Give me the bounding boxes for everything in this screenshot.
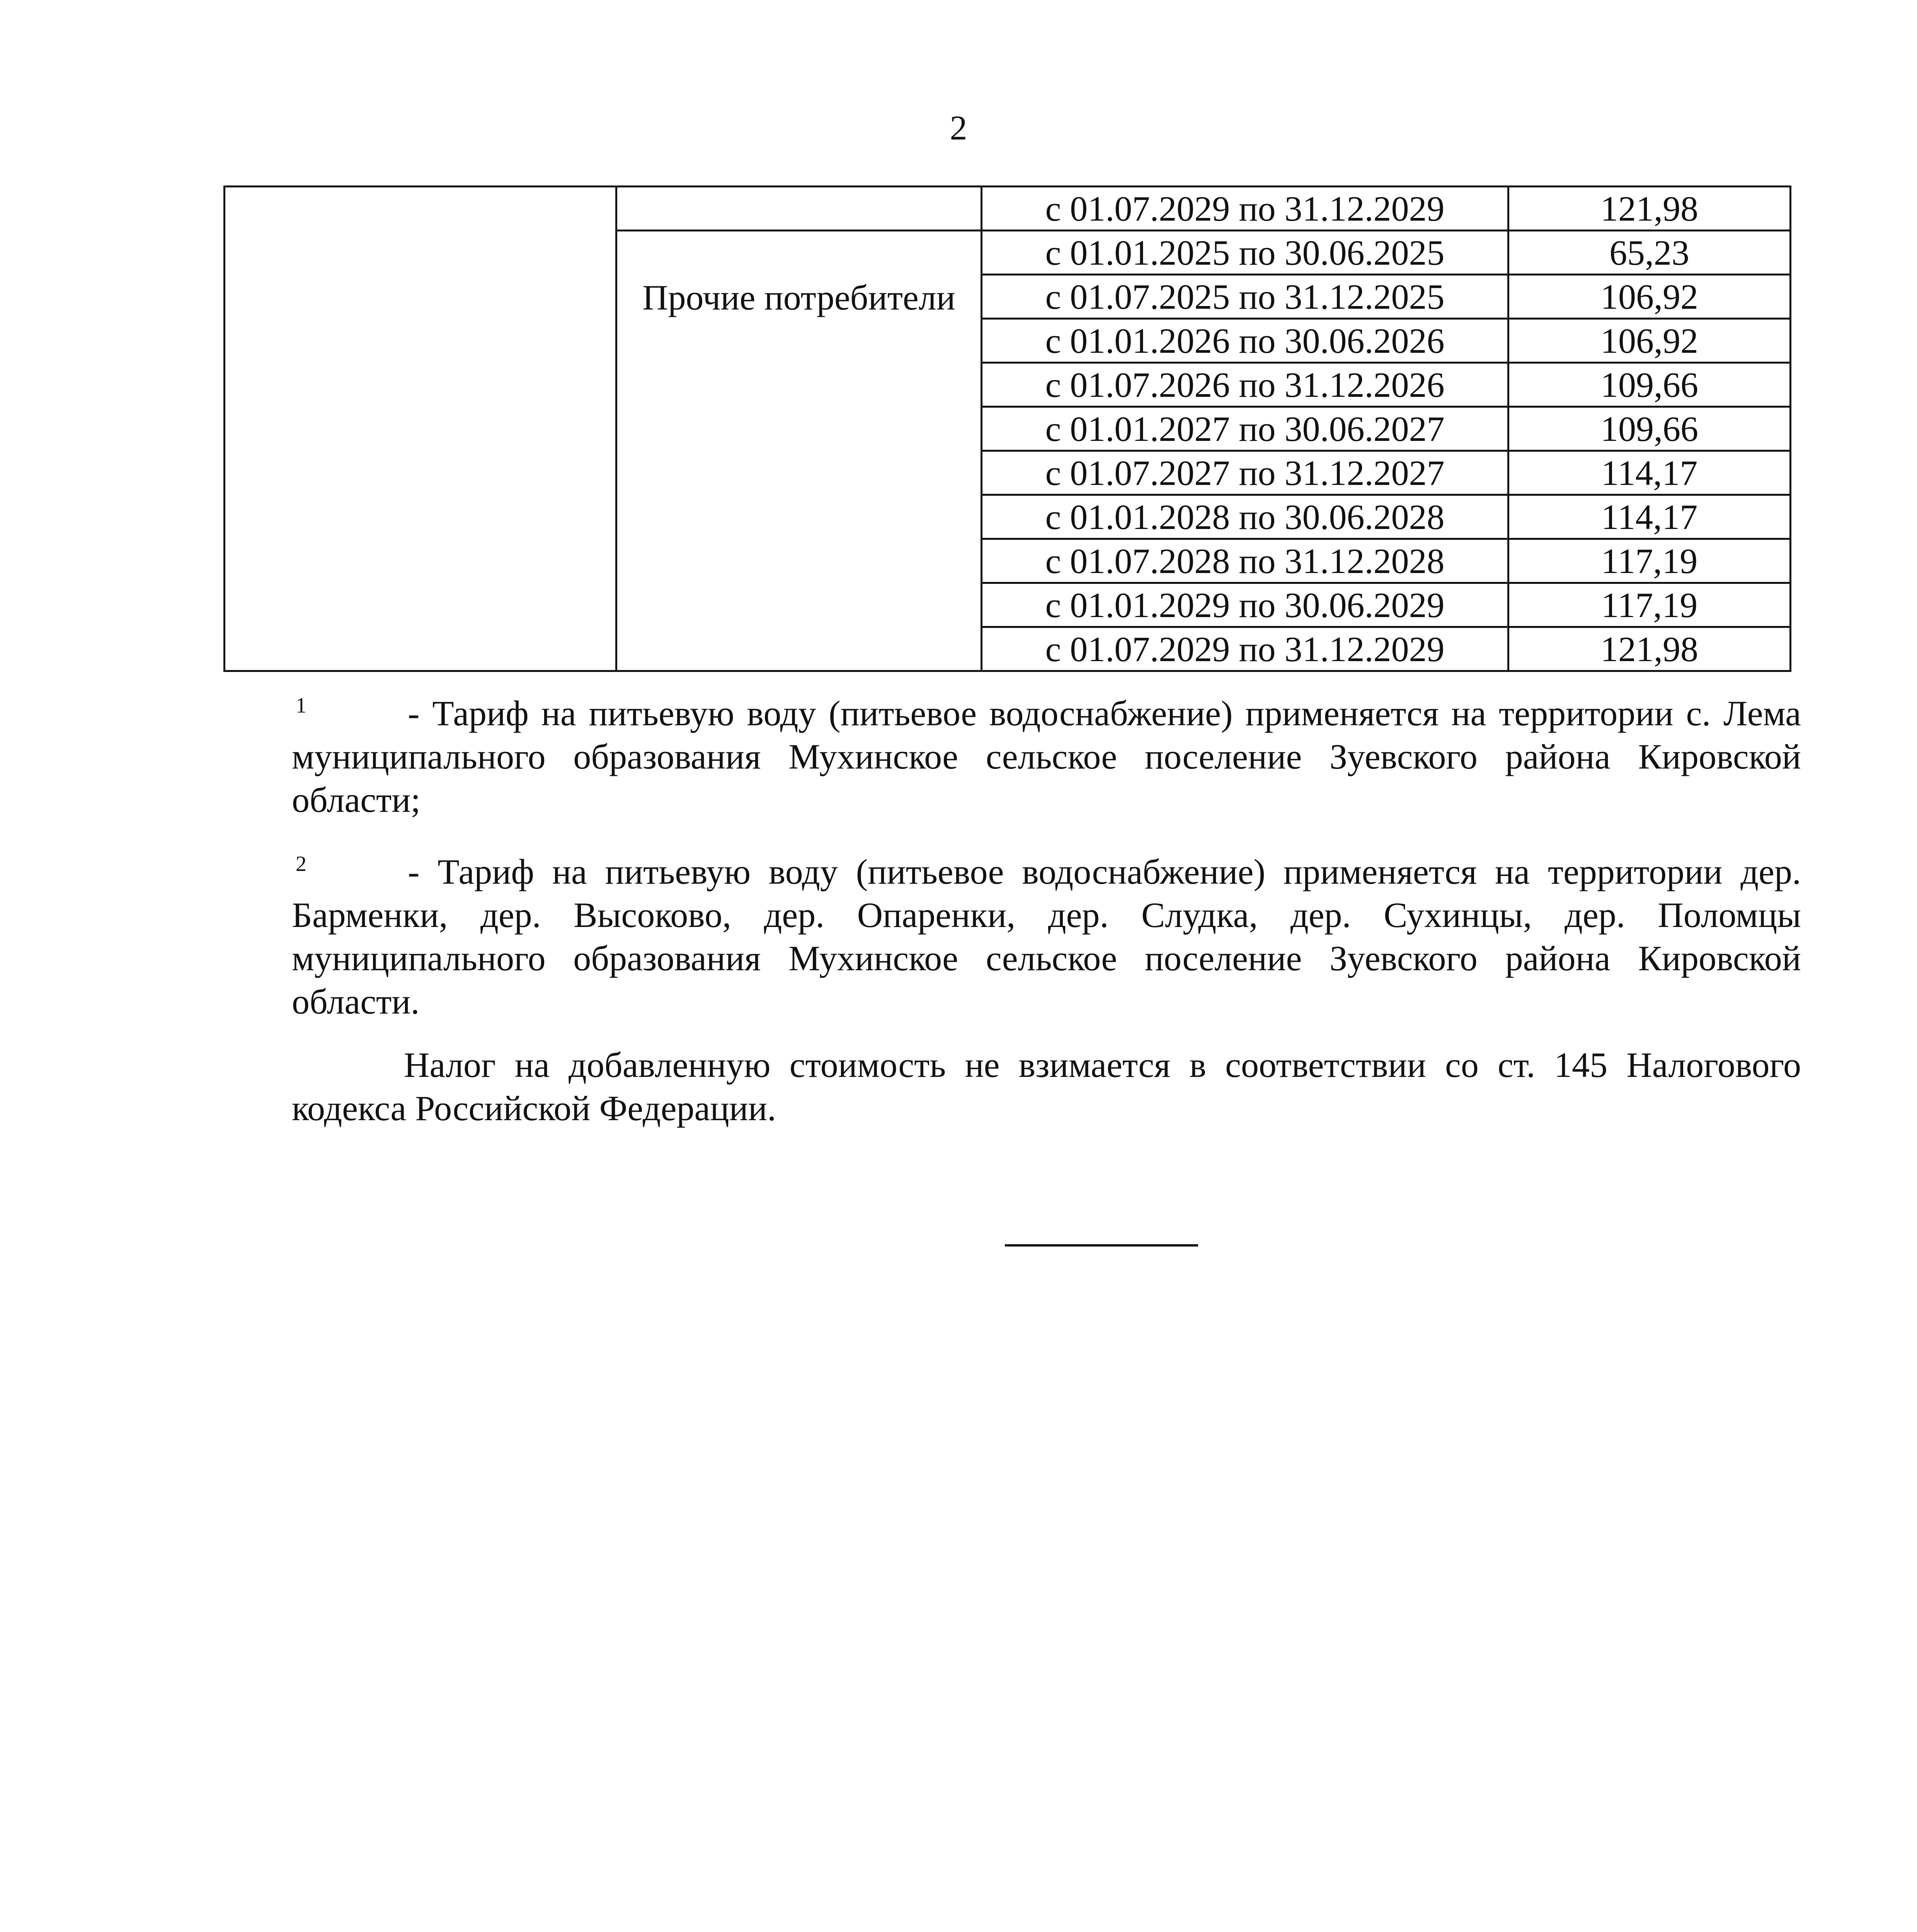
vat-note: Налог на добавленную стоимость не взимается в соответствии со ст. 145 Налогового кодекса Российской Федерации. [292, 1045, 1801, 1128]
tariff-value-cell: 121,98 [1508, 627, 1791, 671]
period-cell: с 01.07.2028 по 31.12.2028 [982, 539, 1508, 583]
tariff-value-cell: 109,66 [1508, 363, 1791, 407]
tariff-value-cell: 114,17 [1508, 451, 1791, 495]
tariff-value-cell: 106,92 [1508, 275, 1791, 319]
tariff-value-cell: 117,19 [1508, 583, 1791, 627]
tariff-value-cell: 65,23 [1508, 231, 1791, 275]
period-cell: с 01.01.2028 по 30.06.2028 [982, 495, 1508, 539]
tariff-value-cell: 114,17 [1508, 495, 1791, 539]
footnote-1 [292, 692, 1801, 821]
period-cell: с 01.01.2027 по 30.06.2027 [982, 407, 1508, 451]
blank-cell [225, 187, 616, 671]
footnote-mark: 1 [296, 694, 306, 718]
page-number: 2 [950, 109, 967, 147]
table-row [225, 187, 1791, 231]
tariff-table [223, 185, 1791, 672]
period-cell: с 01.07.2027 по 31.12.2027 [982, 451, 1508, 495]
footnote-text: - Тариф на питьевую воду (питьевое водоснабжение) применяется на территории дер. Барменки, дер. Высоково, дер. Опаренки, дер. Слудка, дер. Сухинцы, дер. Поломцы муниципального образования Мухинское сельское поселение Зуевского района Кировской области. [292, 852, 1801, 1021]
footnote-text: - Тариф на питьевую воду (питьевое водоснабжение) применяется на территории с. Лема муниципального образования Мухинское сельское поселение Зуевского района Кировской области; [292, 694, 1801, 820]
tariff-value-cell: 106,92 [1508, 319, 1791, 363]
consumer-group-label: Прочие потребители [642, 278, 955, 317]
period-cell: с 01.07.2026 по 31.12.2026 [982, 363, 1508, 407]
tariff-value-cell: 121,98 [1508, 187, 1791, 231]
footnote-2 [292, 850, 1801, 1023]
period-cell: с 01.07.2025 по 31.12.2025 [982, 275, 1508, 319]
period-cell: с 01.07.2029 по 31.12.2029 [982, 627, 1508, 671]
blank-cell [616, 187, 982, 231]
tariff-value-cell: 109,66 [1508, 407, 1791, 451]
tariff-value-cell: 117,19 [1508, 539, 1791, 583]
consumer-group-cell [616, 231, 982, 671]
period-cell: с 01.01.2029 по 30.06.2029 [982, 583, 1508, 627]
period-cell: с 01.07.2029 по 31.12.2029 [982, 187, 1508, 231]
footnote-mark: 2 [296, 852, 306, 876]
end-divider [1005, 1244, 1198, 1247]
period-cell: с 01.01.2026 по 30.06.2026 [982, 319, 1508, 363]
period-cell: с 01.01.2025 по 30.06.2025 [982, 231, 1508, 275]
